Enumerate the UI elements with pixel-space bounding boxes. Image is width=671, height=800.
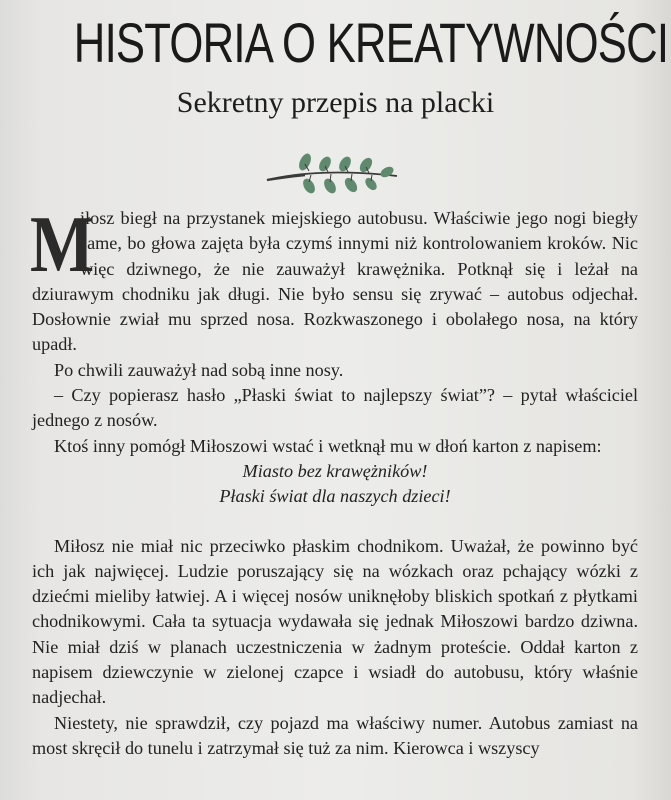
paragraph: Ktoś inny pomógł Miłoszowi wstać i wetknął mu w dłoń karton z napisem: (54, 435, 602, 456)
protest-sign-text (32, 459, 638, 510)
sign-line: Miasto bez krawężników! (242, 460, 428, 481)
paragraph: Niestety, nie sprawdził, czy pojazd ma właściwy numer. Autobus zamiast na most skręcił do tunelu i zatrzymał się tuż za nim. Kierowca i wszyscy (32, 712, 638, 758)
paragraph-text: iłosz biegł na przystanek miejskiego autobusu. Właściwie jego nogi biegły same, bo głowa zajęta była czymś innymi niż kontrolowaniem kroków. Nic więc dziwnego, że nie zauważył krawężnika. Potknął się i leżał na dziurawym chodniku jak długi. Nie było sensu się zrywać – autobus odjechał. Dosłownie zwiał mu sprzed nosa. Rozkwaszonego i obolałego nosa, na który upadł. (32, 208, 638, 355)
drop-cap: M (30, 201, 95, 289)
story-text (30, 201, 638, 761)
section-gap (32, 510, 638, 534)
chapter-title: HISTORIA O KREATYWNOŚCI (73, 11, 669, 74)
paragraph: Po chwili zauważył nad sobą inne nosy. (54, 359, 344, 380)
sign-line: Płaski świat dla naszych dzieci! (219, 486, 451, 507)
paragraph: – Czy popierasz hasło „Płaski świat to najlepszy świat”? – pytał właściciel jednego z nosów. (32, 385, 638, 431)
laurel-branch-icon (265, 150, 400, 195)
chapter-subtitle: Sekretny przepis na placki (176, 86, 495, 119)
paragraph (30, 201, 638, 358)
paragraph: Miłosz nie miał nic przeciwko płaskim chodnikom. Uważał, że powinno być ich jak najwięcej. Ludzie poruszający się na wózkach oraz pchający wózki z dziećmi mieliby łatwiej. A i więcej nosów uniknęłoby bliskich spotkań z płytkami chodnikowymi. Cała ta sytuacja wydawała się jednak Miłoszowi bardzo dziwna. Nie miał dziś w planach uczestniczenia w żadnym proteście. Oddał karton z napisem dziewczynie w zielonej czapce i wsiadł do autobusu, który właśnie nadjechał. (32, 535, 638, 708)
